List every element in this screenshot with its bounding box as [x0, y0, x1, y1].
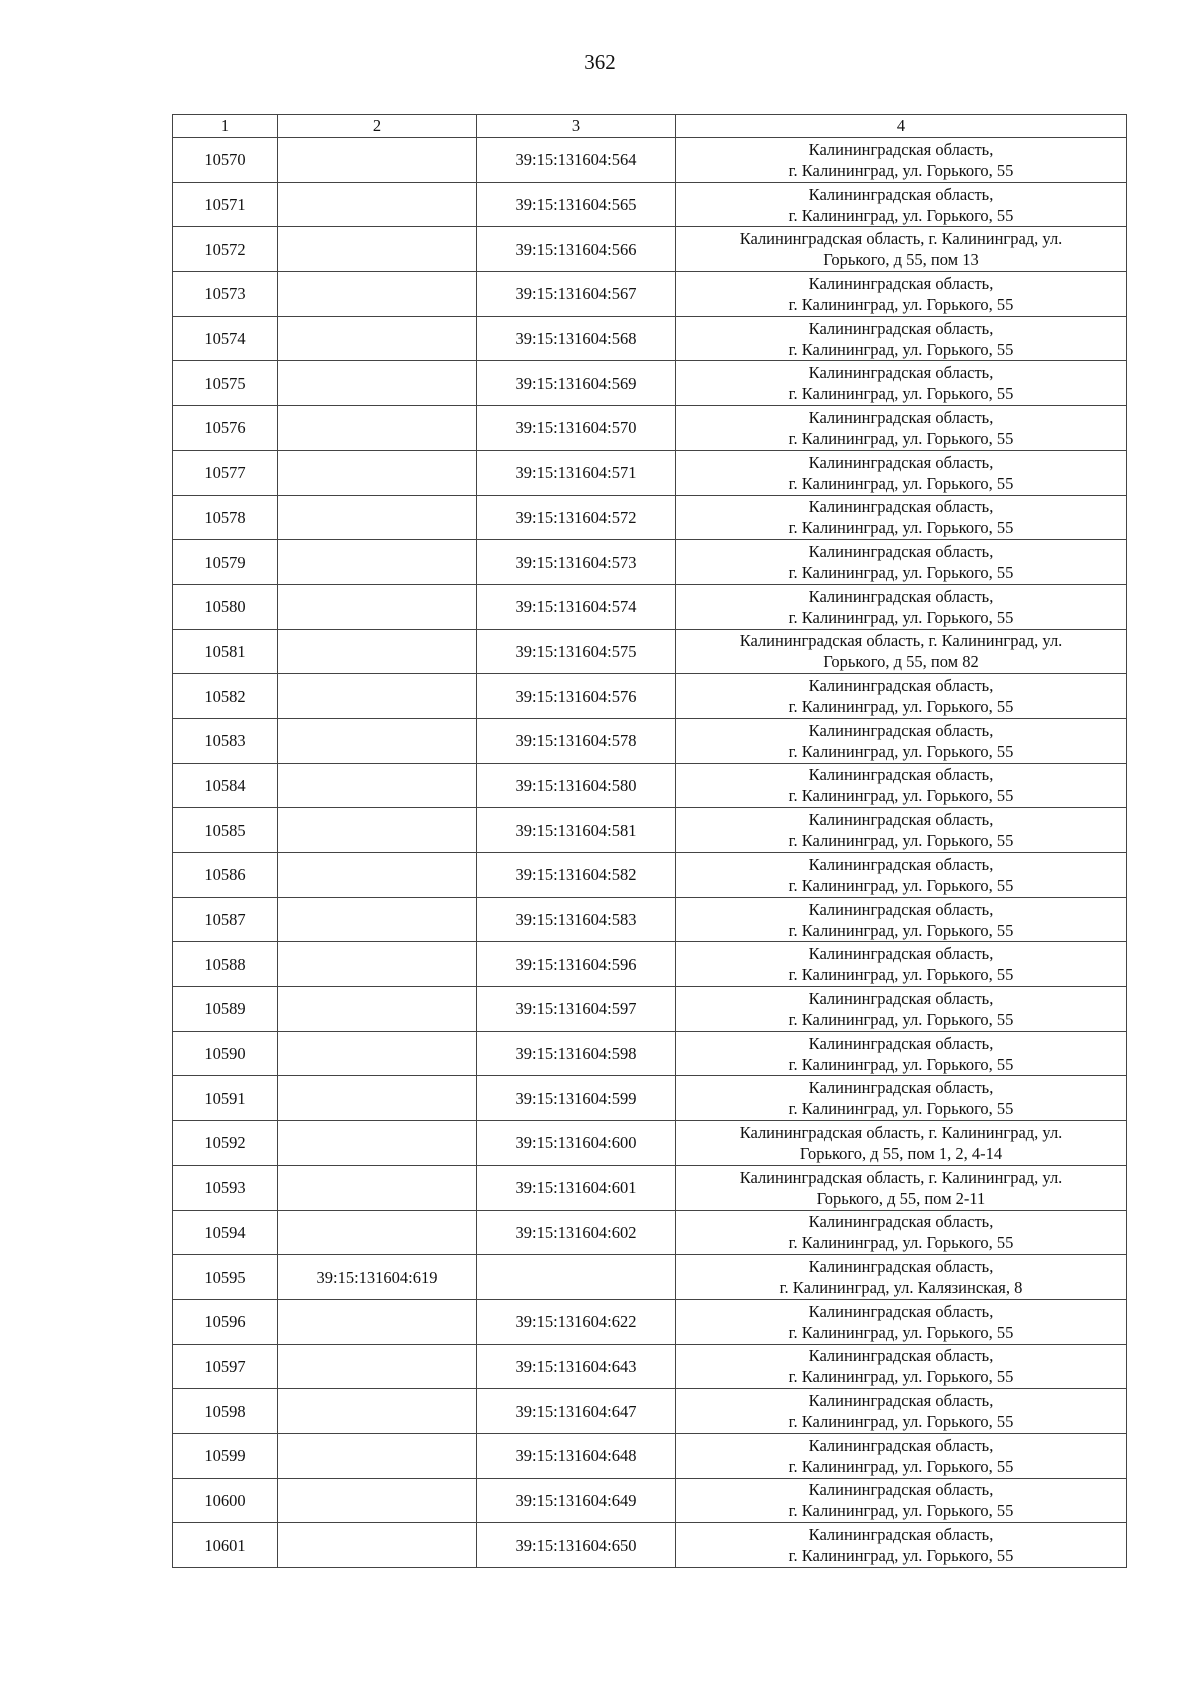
row-number-cell: 10588 [173, 942, 278, 987]
column-2-cell [278, 1121, 477, 1166]
address-cell [676, 540, 1127, 585]
column-2-cell [278, 361, 477, 406]
table-row [173, 1299, 1127, 1344]
cadastral-number-cell: 39:15:131604:602 [477, 1210, 676, 1255]
address-line-2: г. Калининград, ул. Горького, 55 [788, 1009, 1014, 1029]
address-cell [676, 1433, 1127, 1478]
cadastral-number-cell: 39:15:131604:571 [477, 450, 676, 495]
cadastral-number-cell: 39:15:131604:650 [477, 1523, 676, 1568]
address-line-1: Калининградская область, [808, 988, 994, 1008]
table-row [173, 1478, 1127, 1523]
address-cell [676, 1478, 1127, 1523]
address-line-1: Калининградская область, [808, 407, 994, 427]
table-row [173, 1210, 1127, 1255]
address-line-2: г. Калининград, ул. Горького, 55 [788, 965, 1014, 985]
column-2-cell [278, 1210, 477, 1255]
row-number-cell: 10583 [173, 718, 278, 763]
header-row [173, 115, 1127, 138]
address-line-1: Калининградская область, [808, 676, 994, 696]
table-row [173, 808, 1127, 853]
address-line-1: Калининградская область, [808, 765, 994, 785]
column-2-cell: 39:15:131604:619 [278, 1255, 477, 1300]
row-number-cell: 10590 [173, 1031, 278, 1076]
address-line-1: Калининградская область, [808, 139, 994, 159]
address-line-1: Калининградская область, [808, 899, 994, 919]
address-cell [676, 495, 1127, 540]
row-number-cell: 10580 [173, 584, 278, 629]
column-2-cell [278, 540, 477, 585]
address-line-2: г. Калининград, ул. Горького, 55 [788, 831, 1014, 851]
address-line-1: Калининградская область, [808, 184, 994, 204]
column-2-cell [278, 316, 477, 361]
address-cell [676, 584, 1127, 629]
address-line-2: Горького, д 55, пом 1, 2, 4-14 [799, 1143, 1003, 1163]
address-cell [676, 406, 1127, 451]
column-2-cell [278, 942, 477, 987]
address-line-2: г. Калининград, ул. Горького, 55 [788, 1412, 1014, 1432]
table-row [173, 1121, 1127, 1166]
cadastral-number-cell: 39:15:131604:572 [477, 495, 676, 540]
address-cell [676, 182, 1127, 227]
cadastral-number-cell: 39:15:131604:600 [477, 1121, 676, 1166]
address-line-2: г. Калининград, ул. Горького, 55 [788, 1367, 1014, 1387]
address-line-2: г. Калининград, ул. Горького, 55 [788, 563, 1014, 583]
address-line-1: Калининградская область, [808, 1078, 994, 1098]
address-cell [676, 1344, 1127, 1389]
address-line-1: Калининградская область, г. Калининград, ул. [739, 631, 1063, 651]
address-line-1: Калининградская область, [808, 542, 994, 562]
cadastral-number-cell: 39:15:131604:580 [477, 763, 676, 808]
table-row [173, 897, 1127, 942]
row-number-cell: 10589 [173, 987, 278, 1032]
table-row [173, 182, 1127, 227]
column-2-cell [278, 1299, 477, 1344]
address-line-2: г. Калининград, ул. Горького, 55 [788, 1099, 1014, 1119]
cadastral-number-cell: 39:15:131604:598 [477, 1031, 676, 1076]
column-2-cell [278, 1344, 477, 1389]
column-2-cell [278, 897, 477, 942]
table-row [173, 674, 1127, 719]
address-cell [676, 227, 1127, 272]
row-number-cell: 10570 [173, 138, 278, 183]
cadastral-number-cell: 39:15:131604:649 [477, 1478, 676, 1523]
address-cell [676, 718, 1127, 763]
address-line-2: г. Калининград, ул. Горького, 55 [788, 1546, 1014, 1566]
address-cell [676, 1523, 1127, 1568]
cadastral-number-cell: 39:15:131604:570 [477, 406, 676, 451]
registry-table [172, 114, 1127, 1568]
column-2-cell [278, 718, 477, 763]
address-line-2: г. Калининград, ул. Горького, 55 [788, 205, 1014, 225]
row-number-cell: 10597 [173, 1344, 278, 1389]
row-number-cell: 10576 [173, 406, 278, 451]
cadastral-number-cell: 39:15:131604:622 [477, 1299, 676, 1344]
table-row [173, 718, 1127, 763]
row-number-cell: 10594 [173, 1210, 278, 1255]
cadastral-number-cell: 39:15:131604:643 [477, 1344, 676, 1389]
cadastral-number-cell: 39:15:131604:581 [477, 808, 676, 853]
address-line-2: г. Калининград, ул. Горького, 55 [788, 1456, 1014, 1476]
table-row [173, 584, 1127, 629]
column-2-cell [278, 450, 477, 495]
table-row [173, 987, 1127, 1032]
address-cell [676, 1031, 1127, 1076]
cadastral-number-cell: 39:15:131604:565 [477, 182, 676, 227]
table-row [173, 763, 1127, 808]
table-row [173, 406, 1127, 451]
table-header [173, 115, 1127, 138]
column-header-1: 1 [173, 115, 278, 138]
column-header-2: 2 [278, 115, 477, 138]
row-number-cell: 10578 [173, 495, 278, 540]
table-row [173, 629, 1127, 674]
address-cell [676, 361, 1127, 406]
address-cell [676, 1389, 1127, 1434]
column-2-cell [278, 495, 477, 540]
address-cell [676, 808, 1127, 853]
row-number-cell: 10582 [173, 674, 278, 719]
address-line-2: г. Калининград, ул. Калязинская, 8 [779, 1278, 1023, 1298]
cadastral-number-cell: 39:15:131604:573 [477, 540, 676, 585]
address-line-1: Калининградская область, [808, 854, 994, 874]
cadastral-number-cell: 39:15:131604:648 [477, 1433, 676, 1478]
cadastral-number-cell: 39:15:131604:578 [477, 718, 676, 763]
address-cell [676, 138, 1127, 183]
address-line-2: г. Калининград, ул. Горького, 55 [788, 697, 1014, 717]
address-cell [676, 763, 1127, 808]
page-number: 362 [584, 50, 616, 74]
address-line-1: Калининградская область, [808, 586, 994, 606]
column-header-3: 3 [477, 115, 676, 138]
column-2-cell [278, 1433, 477, 1478]
table-row [173, 495, 1127, 540]
address-cell [676, 942, 1127, 987]
cadastral-number-cell: 39:15:131604:566 [477, 227, 676, 272]
address-line-1: Калининградская область, [808, 452, 994, 472]
address-line-2: г. Калининград, ул. Горького, 55 [788, 473, 1014, 493]
row-number-cell: 10572 [173, 227, 278, 272]
address-line-1: Калининградская область, [808, 1301, 994, 1321]
address-line-1: Калининградская область, [808, 1480, 994, 1500]
address-line-2: г. Калининград, ул. Горького, 55 [788, 1054, 1014, 1074]
address-line-2: г. Калининград, ул. Горького, 55 [788, 920, 1014, 940]
table-row [173, 853, 1127, 898]
address-cell [676, 1121, 1127, 1166]
address-line-1: Калининградская область, [808, 1212, 994, 1232]
cadastral-number-cell: 39:15:131604:582 [477, 853, 676, 898]
table-row [173, 942, 1127, 987]
column-2-cell [278, 808, 477, 853]
cadastral-number-cell: 39:15:131604:575 [477, 629, 676, 674]
table-row [173, 361, 1127, 406]
row-number-cell: 10571 [173, 182, 278, 227]
row-number-cell: 10584 [173, 763, 278, 808]
row-number-cell: 10591 [173, 1076, 278, 1121]
address-line-2: г. Калининград, ул. Горького, 55 [788, 518, 1014, 538]
column-2-cell [278, 853, 477, 898]
column-2-cell [278, 1031, 477, 1076]
row-number-cell: 10579 [173, 540, 278, 585]
address-line-1: Калининградская область, [808, 318, 994, 338]
table-row [173, 1344, 1127, 1389]
row-number-cell: 10592 [173, 1121, 278, 1166]
cadastral-number-cell: 39:15:131604:568 [477, 316, 676, 361]
address-line-2: г. Калининград, ул. Горького, 55 [788, 160, 1014, 180]
row-number-cell: 10599 [173, 1433, 278, 1478]
address-line-1: Калининградская область, г. Калининград, ул. [739, 1122, 1063, 1142]
table-row [173, 540, 1127, 585]
address-cell [676, 272, 1127, 317]
address-line-1: Калининградская область, [808, 497, 994, 517]
address-cell [676, 1076, 1127, 1121]
address-line-2: г. Калининград, ул. Горького, 55 [788, 741, 1014, 761]
cadastral-number-cell: 39:15:131604:597 [477, 987, 676, 1032]
address-cell [676, 316, 1127, 361]
address-line-1: Калининградская область, [808, 363, 994, 383]
table-row [173, 272, 1127, 317]
cadastral-number-cell: 39:15:131604:569 [477, 361, 676, 406]
cadastral-number-cell: 39:15:131604:574 [477, 584, 676, 629]
table-row [173, 1433, 1127, 1478]
address-line-2: г. Калининград, ул. Горького, 55 [788, 875, 1014, 895]
row-number-cell: 10595 [173, 1255, 278, 1300]
column-2-cell [278, 227, 477, 272]
address-line-1: Калининградская область, [808, 1033, 994, 1053]
table-row [173, 138, 1127, 183]
row-number-cell: 10586 [173, 853, 278, 898]
cadastral-number-cell: 39:15:131604:601 [477, 1165, 676, 1210]
column-2-cell [278, 987, 477, 1032]
address-line-2: г. Калининград, ул. Горького, 55 [788, 607, 1014, 627]
column-2-cell [278, 584, 477, 629]
column-2-cell [278, 406, 477, 451]
address-line-1: Калининградская область, [808, 1435, 994, 1455]
column-2-cell [278, 272, 477, 317]
column-2-cell [278, 1478, 477, 1523]
column-2-cell [278, 1389, 477, 1434]
row-number-cell: 10575 [173, 361, 278, 406]
table-row [173, 1523, 1127, 1568]
address-line-2: Горького, д 55, пом 2-11 [816, 1188, 986, 1208]
cadastral-number-cell: 39:15:131604:583 [477, 897, 676, 942]
address-line-2: г. Калининград, ул. Горького, 55 [788, 1233, 1014, 1253]
row-number-cell: 10585 [173, 808, 278, 853]
table-row [173, 1076, 1127, 1121]
column-header-4: 4 [676, 115, 1127, 138]
row-number-cell: 10573 [173, 272, 278, 317]
address-cell [676, 987, 1127, 1032]
row-number-cell: 10596 [173, 1299, 278, 1344]
address-line-1: Калининградская область, [808, 1257, 994, 1277]
address-line-2: г. Калининград, ул. Горького, 55 [788, 384, 1014, 404]
row-number-cell: 10574 [173, 316, 278, 361]
column-2-cell [278, 182, 477, 227]
table-row [173, 1165, 1127, 1210]
address-line-2: г. Калининград, ул. Горького, 55 [788, 1501, 1014, 1521]
address-cell [676, 897, 1127, 942]
row-number-cell: 10577 [173, 450, 278, 495]
cadastral-number-cell: 39:15:131604:564 [477, 138, 676, 183]
cadastral-number-cell: 39:15:131604:567 [477, 272, 676, 317]
cadastral-number-cell [477, 1255, 676, 1300]
address-line-1: Калининградская область, [808, 1525, 994, 1545]
column-2-cell [278, 138, 477, 183]
cadastral-number-cell: 39:15:131604:596 [477, 942, 676, 987]
column-2-cell [278, 1523, 477, 1568]
row-number-cell: 10587 [173, 897, 278, 942]
table-row [173, 1031, 1127, 1076]
cadastral-number-cell: 39:15:131604:647 [477, 1389, 676, 1434]
row-number-cell: 10598 [173, 1389, 278, 1434]
address-line-1: Калининградская область, [808, 273, 994, 293]
table-row [173, 227, 1127, 272]
address-cell [676, 1255, 1127, 1300]
address-line-1: Калининградская область, [808, 1391, 994, 1411]
column-2-cell [278, 1076, 477, 1121]
address-line-2: Горького, д 55, пом 82 [823, 652, 979, 672]
address-cell [676, 1299, 1127, 1344]
column-2-cell [278, 629, 477, 674]
address-line-1: Калининградская область, [808, 720, 994, 740]
address-line-2: г. Калининград, ул. Горького, 55 [788, 294, 1014, 314]
address-line-1: Калининградская область, [808, 1346, 994, 1366]
table-row [173, 316, 1127, 361]
column-2-cell [278, 763, 477, 808]
cadastral-number-cell: 39:15:131604:599 [477, 1076, 676, 1121]
address-cell [676, 629, 1127, 674]
row-number-cell: 10581 [173, 629, 278, 674]
address-line-2: г. Калининград, ул. Горького, 55 [788, 786, 1014, 806]
column-2-cell [278, 674, 477, 719]
address-line-2: г. Калининград, ул. Горького, 55 [788, 1322, 1014, 1342]
column-2-cell [278, 1165, 477, 1210]
address-line-1: Калининградская область, [808, 810, 994, 830]
row-number-cell: 10601 [173, 1523, 278, 1568]
row-number-cell: 10593 [173, 1165, 278, 1210]
address-line-2: Горького, д 55, пом 13 [823, 250, 979, 270]
address-line-2: г. Калининград, ул. Горького, 55 [788, 428, 1014, 448]
address-cell [676, 450, 1127, 495]
address-line-2: г. Калининград, ул. Горького, 55 [788, 339, 1014, 359]
table-row [173, 450, 1127, 495]
address-cell [676, 1165, 1127, 1210]
table-row [173, 1389, 1127, 1434]
address-cell [676, 853, 1127, 898]
cadastral-number-cell: 39:15:131604:576 [477, 674, 676, 719]
address-line-1: Калининградская область, г. Калининград, ул. [739, 229, 1063, 249]
address-cell [676, 674, 1127, 719]
table-row [173, 1255, 1127, 1300]
row-number-cell: 10600 [173, 1478, 278, 1523]
address-line-1: Калининградская область, [808, 944, 994, 964]
table-body [173, 138, 1127, 1568]
address-cell [676, 1210, 1127, 1255]
address-line-1: Калининградская область, г. Калининград, ул. [739, 1167, 1063, 1187]
